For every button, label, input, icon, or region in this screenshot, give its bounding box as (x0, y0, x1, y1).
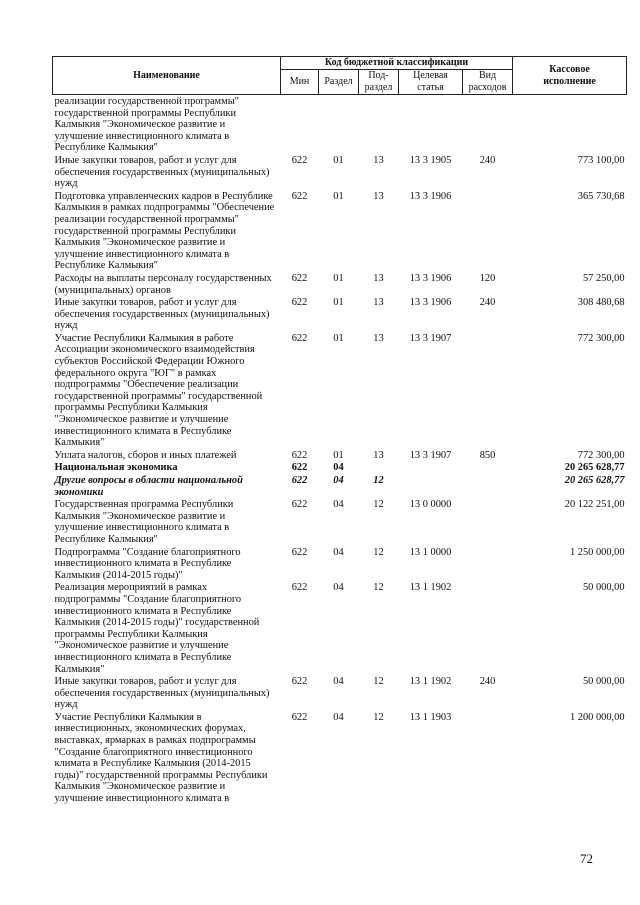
cell-razdel: 01 (333, 449, 344, 461)
cell-name: Иные закупки товаров, работ и услуг для обеспечения государственных (муниципальных) нужд (54, 154, 270, 190)
cell-celevaya: 13 1 0000 (409, 546, 452, 558)
budget-table-sheet (52, 56, 626, 805)
table-row (53, 154, 627, 190)
cell-razdel: 04 (333, 676, 344, 688)
cell-min: 622 (291, 546, 308, 558)
cell-amount: 50 000,00 (582, 582, 625, 594)
cell-celevaya: 13 3 1907 (409, 449, 452, 461)
cell-amount: 20 265 628,77 (564, 462, 625, 474)
cell-celevaya: 13 3 1905 (409, 154, 452, 166)
cell-podrazdel (359, 95, 399, 154)
cell-podrazdel: 13 (373, 297, 384, 309)
cell-name: Участие Республики Калмыкия в работе Ассоциации экономического взаимодействия субъектов Российской Федерации Южного федерального округа "ЮГ" в рамках подпрограммы "Обеспечение реализации государственной программы" государственной программы Республики Калмыкия "Экономическое развитие и улучшение инвестиционного климата в Республике Калмыкия" (54, 332, 263, 449)
cell-name: Иные закупки товаров, работ и услуг для обеспечения государственных (муниципальных) нужд (54, 676, 270, 711)
header-podrazdel: Под- раздел (359, 70, 399, 95)
cell-razdel: 04 (333, 711, 344, 723)
header-razdel: Раздел (319, 70, 359, 95)
cell-celevaya: 13 1 1902 (409, 676, 452, 688)
cell-podrazdel: 13 (373, 154, 384, 166)
cell-podrazdel: 13 (373, 190, 384, 202)
table-row (53, 474, 627, 498)
cell-min: 622 (291, 449, 308, 461)
cell-podrazdel: 12 (373, 546, 384, 558)
cell-razdel: 04 (333, 499, 344, 511)
cell-amount: 20 122 251,00 (564, 499, 625, 511)
cell-podrazdel: 13 (373, 332, 384, 344)
cell-celevaya: 13 3 1906 (409, 297, 452, 309)
cell-vid (463, 581, 513, 675)
cell-min: 622 (291, 711, 308, 723)
cell-celevaya: 13 1 1902 (409, 582, 452, 594)
cell-vid (463, 95, 513, 154)
cell-celevaya (399, 95, 463, 154)
cell-podrazdel: 12 (373, 676, 384, 688)
cell-vid (463, 474, 513, 498)
header-kassa: Кассовое исполнение (513, 57, 627, 95)
cell-vid: 240 (479, 676, 496, 688)
cell-vid: 240 (479, 297, 496, 309)
cell-amount: 50 000,00 (582, 676, 625, 688)
cell-podrazdel: 13 (373, 272, 384, 284)
cell-min: 622 (291, 462, 308, 474)
cell-min: 622 (291, 190, 308, 202)
table-row (53, 498, 627, 545)
cell-razdel: 04 (333, 546, 344, 558)
cell-name: Подпрограмма "Создание благоприятного инвестиционного климата в Республике Калмыкия (2014-2015 годы)" (54, 546, 241, 581)
cell-razdel: 04 (333, 462, 344, 474)
cell-vid (463, 190, 513, 272)
header-code-group: Код бюджетной классификации (281, 57, 513, 70)
cell-name: Национальная экономика (54, 462, 178, 474)
cell-min: 622 (291, 475, 308, 486)
cell-amount (513, 95, 627, 154)
table-header (53, 57, 627, 95)
cell-razdel: 01 (333, 332, 344, 344)
cell-razdel: 04 (333, 582, 344, 594)
cell-vid (463, 711, 513, 805)
table-row (53, 332, 627, 449)
cell-amount: 1 200 000,00 (569, 711, 625, 723)
header-min: Мин (281, 70, 319, 95)
cell-name: реализации государственной программы" государственной программы Республики Калмыкия "Экономическое развитие и улучшение инвестиционного климата в Республике Калмыкия" (54, 96, 239, 154)
cell-podrazdel: 12 (373, 499, 384, 511)
cell-amount: 773 100,00 (577, 154, 625, 166)
cell-vid (463, 461, 513, 474)
cell-name: Расходы на выплаты персоналу государственных (муниципальных) органов (54, 272, 272, 296)
cell-razdel: 01 (333, 297, 344, 309)
page-number: 72 (580, 851, 593, 866)
cell-razdel (319, 95, 359, 154)
cell-min: 622 (291, 499, 308, 511)
table-row (53, 95, 627, 154)
cell-razdel: 01 (333, 190, 344, 202)
cell-celevaya: 13 1 1903 (409, 711, 452, 723)
cell-min: 622 (291, 582, 308, 594)
cell-podrazdel: 12 (373, 582, 384, 594)
table-row (53, 546, 627, 582)
table-row (53, 581, 627, 675)
cell-celevaya: 13 0 0000 (409, 499, 452, 511)
table-row (53, 449, 627, 462)
cell-razdel: 04 (333, 475, 344, 486)
cell-celevaya (399, 474, 463, 498)
cell-vid (463, 498, 513, 545)
cell-celevaya: 13 3 1906 (409, 190, 452, 202)
header-vid: Вид расходов (463, 70, 513, 95)
cell-razdel: 01 (333, 272, 344, 284)
cell-name: Участие Республики Калмыкия в инвестиционных, экономических форумах, выставках, ярмарках в рамках подпрограммы "Создание благоприятного инвестиционного климата в Республике Калмыкия (2014-2015 годы)" государственной программы Республики Калмыкия "Экономическое развитие и улучшение инвестиционного климата в (54, 711, 268, 805)
cell-name: Государственная программа Республики Калмыкия "Экономическое развитие и улучшение инвестиционного климата в Республике Калмыкия" (54, 499, 234, 545)
table-row (53, 190, 627, 272)
cell-razdel: 01 (333, 154, 344, 166)
table-row (53, 675, 627, 711)
cell-podrazdel: 12 (373, 475, 384, 486)
cell-min: 622 (291, 332, 308, 344)
cell-celevaya (399, 461, 463, 474)
table-row (53, 711, 627, 805)
cell-vid: 120 (479, 272, 496, 284)
cell-celevaya: 13 3 1907 (409, 332, 452, 344)
cell-min: 622 (291, 676, 308, 688)
cell-amount: 772 300,00 (577, 449, 625, 461)
cell-min: 622 (291, 297, 308, 309)
cell-amount: 57 250,00 (582, 272, 625, 284)
budget-table (52, 56, 627, 805)
cell-min: 622 (291, 272, 308, 284)
cell-celevaya: 13 3 1906 (409, 272, 452, 284)
cell-vid (463, 332, 513, 449)
table-body (53, 95, 627, 805)
cell-podrazdel: 12 (373, 711, 384, 723)
cell-name: Подготовка управленческих кадров в Республике Калмыкия в рамках подпрограммы "Обеспечение реализации государственной программы" государственной программы Республики Калмыкия "Экономическое развитие и улучшение инвестиционного климата в Республике Калмыкия" (54, 190, 275, 272)
cell-min (281, 95, 319, 154)
cell-name: Другие вопросы в области национальной экономики (54, 475, 243, 498)
cell-name: Уплата налогов, сборов и иных платежей (54, 449, 237, 461)
table-row (53, 272, 627, 296)
cell-amount: 308 480,68 (577, 297, 625, 309)
cell-podrazdel: 13 (373, 449, 384, 461)
table-row (53, 296, 627, 332)
cell-podrazdel (359, 461, 399, 474)
cell-name: Реализация мероприятий в рамках подпрограммы "Создание благоприятного инвестиционного климата в Республике Калмыкия (2014-2015 годы)" государственной программы Республики Калмыкия "Экономическое развитие и улучшение инвестиционного климата в Республике Калмыкия" (54, 582, 260, 675)
cell-amount: 1 250 000,00 (569, 546, 625, 558)
cell-min: 622 (291, 154, 308, 166)
cell-amount: 20 265 628,77 (564, 475, 625, 486)
cell-vid (463, 546, 513, 582)
table-row (53, 461, 627, 474)
cell-amount: 365 730,68 (577, 190, 625, 202)
cell-vid: 240 (479, 154, 496, 166)
cell-name: Иные закупки товаров, работ и услуг для обеспечения государственных (муниципальных) нужд (54, 297, 270, 332)
cell-vid: 850 (479, 449, 496, 461)
cell-amount: 772 300,00 (577, 332, 625, 344)
header-celevaya: Целевая статья (399, 70, 463, 95)
header-name: Наименование (53, 57, 281, 95)
